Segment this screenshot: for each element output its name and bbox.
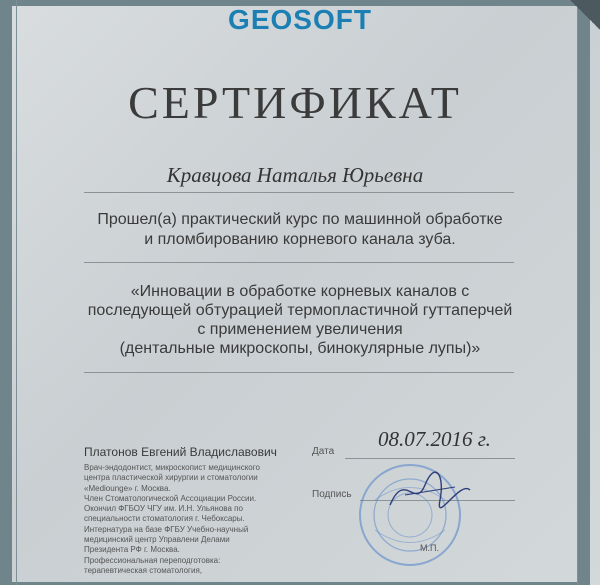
signer-name: Платонов Евгений Владиславович [84, 445, 277, 459]
date-label: Дата [312, 446, 335, 457]
name-underline [84, 192, 514, 193]
logo-text: GEOSOFT [228, 4, 372, 35]
stamp-place-label: М.П. [420, 543, 439, 553]
signer-bio-line: специальности стоматология г. Чебоксары. [84, 514, 245, 524]
signer-bio-line: Интернатура на базе ФГБУ Учебно-научный [84, 524, 249, 534]
course-title [60, 282, 540, 358]
signer-bio-line: Президента РФ г. Москва. [84, 545, 180, 555]
signer-bio-line: «Mediounge» г. Москва. [84, 483, 171, 493]
signature-label: Подпись [312, 489, 352, 500]
signer-bio-line: медицинский центр Управлени Делами [84, 535, 230, 545]
certificate-title: СЕРТИФИКАТ [128, 77, 462, 128]
handwritten-signature [385, 465, 475, 515]
completion-statement [60, 210, 540, 250]
geosoft-logo [210, 4, 390, 36]
signer-bio-line: Врач-эндодонтист, микроскопист медицинского [84, 463, 260, 472]
course-line-4: (дентальные микроскопы, бинокулярные лупы)» [119, 340, 481, 357]
signer-bio-line: терапевтическая стоматология, [84, 565, 202, 575]
course-underline [84, 372, 514, 373]
completion-line-1: Прошел(а) практический курс по машинной обработке [97, 211, 503, 228]
course-line-1: «Инновации в обработке корневых каналов с [130, 283, 470, 300]
signer-bio-line: Профессиональная переподготовка: [84, 555, 221, 565]
completion-line-2: и пломбированию корневого канала зуба. [144, 231, 456, 248]
course-line-2: последующей обтурацией термопластичной гуттаперчей [87, 302, 513, 319]
recipient-name: Кравцова Наталья Юрьевна [166, 163, 424, 187]
signer-bio-line: Окончил ФГБОУ ЧГУ им. И.Н. Ульянова по [84, 504, 243, 514]
signer-bio-line: Член Стоматологической Ассоциации России. [84, 493, 257, 503]
course-line-3: с применением увеличения [197, 321, 403, 338]
signer-bio [84, 463, 284, 576]
date-value: 08.07.2016 г. [378, 427, 491, 451]
page-corner-shadow [570, 0, 600, 30]
signer-bio-line: центра пластической хирургии и стоматологии [84, 473, 258, 483]
statement-underline [84, 262, 514, 263]
